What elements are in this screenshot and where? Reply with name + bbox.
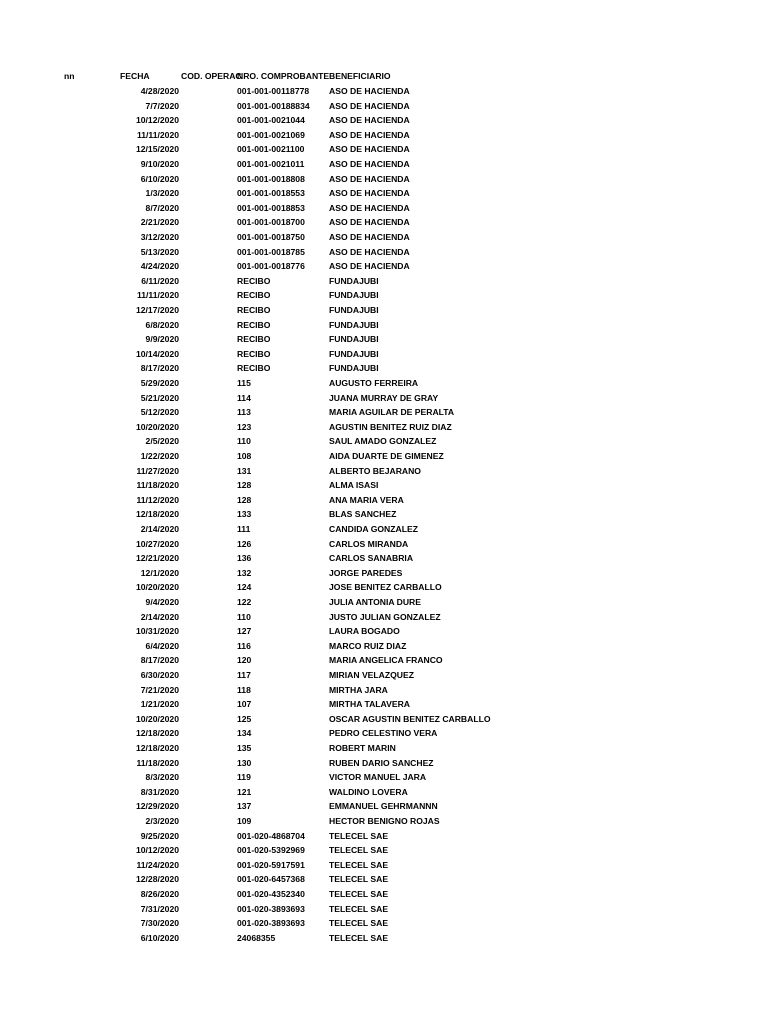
cell-fecha: 7/7/2020 <box>145 100 179 111</box>
table-row <box>0 741 768 756</box>
cell-beneficiario: TELECEL SAE <box>329 874 389 885</box>
cell-beneficiario: ASO DE HACIENDA <box>329 100 410 111</box>
cell-fecha: 6/10/2020 <box>140 932 179 943</box>
cell-nro-comprobante: 128 <box>237 494 252 505</box>
cell-beneficiario: TELECEL SAE <box>329 903 389 914</box>
cell-nro-comprobante: 127 <box>237 626 252 637</box>
cell-nro-comprobante: 001-020-3893693 <box>237 903 305 914</box>
cell-nro-comprobante: 001-001-0018853 <box>237 202 305 213</box>
cell-fecha: 11/11/2020 <box>136 129 179 140</box>
cell-nro-comprobante: 107 <box>237 699 252 710</box>
cell-nro-comprobante: 130 <box>237 757 252 768</box>
cell-nro-comprobante: 109 <box>237 816 252 826</box>
cell-fecha: 10/12/2020 <box>135 115 179 126</box>
table-row <box>0 449 768 464</box>
cell-beneficiario: JULIA ANTONIA DURE <box>329 597 421 607</box>
cell-nro-comprobante: 001-001-0018553 <box>237 188 305 199</box>
cell-nro-comprobante: 119 <box>237 772 251 783</box>
table-row <box>0 391 768 406</box>
cell-nro-comprobante: 118 <box>237 684 251 695</box>
cell-fecha: 5/29/2020 <box>140 378 179 388</box>
cell-beneficiario: SAUL AMADO GONZALEZ <box>329 436 437 447</box>
cell-nro-comprobante: RECIBO <box>237 319 271 330</box>
cell-fecha: 3/12/2020 <box>140 232 179 242</box>
cell-beneficiario: FUNDAJUBI <box>329 348 379 359</box>
header-nro-comprobante: NRO. COMPROBANTE <box>237 71 330 81</box>
cell-nro-comprobante: 001-020-5917591 <box>237 859 305 870</box>
cell-fecha: 11/27/2020 <box>136 465 179 476</box>
cell-beneficiario: AIDA DUARTE DE GIMENEZ <box>329 451 444 461</box>
table-row <box>0 113 768 128</box>
cell-beneficiario: HECTOR BENIGNO ROJAS <box>329 816 440 826</box>
table-row <box>0 201 768 216</box>
header-fecha: FECHA <box>120 71 150 81</box>
cell-beneficiario: ASO DE HACIENDA <box>329 246 410 257</box>
cell-beneficiario: AGUSTIN BENITEZ RUIZ DIAZ <box>329 421 452 432</box>
cell-nro-comprobante: 001-001-0018808 <box>237 173 305 184</box>
table-row <box>0 668 768 683</box>
cell-fecha: 6/4/2020 <box>145 640 179 651</box>
table-row <box>0 785 768 800</box>
cell-nro-comprobante: 110 <box>237 611 251 622</box>
cell-nro-comprobante: 120 <box>237 655 252 666</box>
cell-nro-comprobante: 001-001-00188834 <box>237 100 310 111</box>
table-row <box>0 624 768 639</box>
cell-beneficiario: MARIA ANGELICA FRANCO <box>329 655 443 666</box>
table-row <box>0 128 768 143</box>
table-row <box>0 361 768 376</box>
cell-nro-comprobante: RECIBO <box>237 363 271 374</box>
cell-beneficiario: TELECEL SAE <box>329 830 389 841</box>
table-row <box>0 843 768 858</box>
cell-nro-comprobante: 001-020-4352340 <box>237 889 305 899</box>
cell-fecha: 10/31/2020 <box>135 626 179 637</box>
cell-nro-comprobante: 110 <box>237 436 251 447</box>
table-row <box>0 522 768 537</box>
table-row <box>0 376 768 391</box>
cell-beneficiario: VICTOR MANUEL JARA <box>329 772 427 783</box>
cell-nro-comprobante: 001-020-5392969 <box>237 845 305 856</box>
cell-nro-comprobante: 121 <box>237 786 252 797</box>
cell-beneficiario: BLAS SANCHEZ <box>329 509 397 520</box>
cell-beneficiario: MIRTHA JARA <box>329 684 388 695</box>
cell-fecha: 12/28/2020 <box>135 874 179 885</box>
cell-beneficiario: ASO DE HACIENDA <box>329 86 410 96</box>
cell-beneficiario: TELECEL SAE <box>329 918 389 929</box>
cell-fecha: 10/12/2020 <box>135 845 179 856</box>
cell-nro-comprobante: RECIBO <box>237 275 271 286</box>
cell-beneficiario: JORGE PAREDES <box>329 567 403 578</box>
cell-fecha: 11/18/2020 <box>136 757 179 768</box>
cell-nro-comprobante: 001-001-0021011 <box>237 159 305 169</box>
table-row <box>0 799 768 814</box>
cell-nro-comprobante: 001-001-0021044 <box>237 115 305 126</box>
cell-nro-comprobante: 001-001-0018785 <box>237 246 305 257</box>
cell-beneficiario: TELECEL SAE <box>329 845 389 856</box>
cell-beneficiario: WALDINO LOVERA <box>329 786 408 797</box>
table-row <box>0 887 768 902</box>
table-row <box>0 770 768 785</box>
cell-nro-comprobante: 001-020-6457368 <box>237 874 305 885</box>
table-row <box>0 931 768 946</box>
cell-fecha: 2/21/2020 <box>140 217 179 228</box>
cell-nro-comprobante: 001-001-0021069 <box>237 129 305 140</box>
table-row <box>0 186 768 201</box>
cell-fecha: 12/18/2020 <box>135 509 179 520</box>
cell-beneficiario: ASO DE HACIENDA <box>329 173 410 184</box>
cell-nro-comprobante: 001-001-0018776 <box>237 261 305 272</box>
cell-nro-comprobante: 113 <box>237 407 251 418</box>
cell-fecha: 5/12/2020 <box>140 407 179 418</box>
cell-beneficiario: CARLOS SANABRIA <box>329 553 414 564</box>
table-row <box>0 142 768 157</box>
table-row <box>0 566 768 581</box>
cell-fecha: 11/18/2020 <box>136 480 179 491</box>
table-row <box>0 332 768 347</box>
cell-beneficiario: TELECEL SAE <box>329 859 389 870</box>
cell-fecha: 10/27/2020 <box>135 538 179 549</box>
cell-fecha: 6/30/2020 <box>140 670 179 680</box>
cell-nro-comprobante: 124 <box>237 582 252 593</box>
table-row <box>0 595 768 610</box>
cell-fecha: 7/21/2020 <box>140 684 179 695</box>
cell-nro-comprobante: 114 <box>237 392 251 403</box>
cell-beneficiario: OSCAR AGUSTIN BENITEZ CARBALLO <box>329 713 491 724</box>
table-row <box>0 756 768 771</box>
cell-nro-comprobante: 24068355 <box>237 932 276 943</box>
cell-nro-comprobante: 116 <box>237 640 251 651</box>
cell-beneficiario: EMMANUEL GEHRMANNN <box>329 801 438 812</box>
cell-beneficiario: ASO DE HACIENDA <box>329 202 410 213</box>
cell-fecha: 8/7/2020 <box>145 202 179 213</box>
cell-beneficiario: FUNDAJUBI <box>329 334 379 345</box>
cell-beneficiario: FUNDAJUBI <box>329 275 379 286</box>
cell-nro-comprobante: RECIBO <box>237 334 271 345</box>
table-row <box>0 230 768 245</box>
cell-nro-comprobante: 133 <box>237 509 252 520</box>
cell-beneficiario: ANA MARIA VERA <box>329 494 404 505</box>
header-nn: nn <box>64 71 75 81</box>
cell-fecha: 10/20/2020 <box>135 421 179 432</box>
cell-fecha: 9/25/2020 <box>140 830 179 841</box>
cell-beneficiario: ROBERT MARIN <box>329 743 396 753</box>
cell-nro-comprobante: 128 <box>237 480 252 491</box>
table-row <box>0 99 768 114</box>
cell-beneficiario: AUGUSTO FERREIRA <box>329 378 419 388</box>
cell-fecha: 8/3/2020 <box>145 772 179 783</box>
cell-nro-comprobante: 134 <box>237 728 252 739</box>
cell-fecha: 7/30/2020 <box>140 918 179 929</box>
table-row <box>0 653 768 668</box>
table-row <box>0 347 768 362</box>
cell-fecha: 4/24/2020 <box>140 261 179 272</box>
cell-fecha: 9/4/2020 <box>145 597 179 607</box>
cell-fecha: 9/10/2020 <box>140 159 179 169</box>
cell-beneficiario: ASO DE HACIENDA <box>329 144 410 155</box>
cell-fecha: 2/5/2020 <box>145 436 179 447</box>
table-row <box>0 639 768 654</box>
table-row <box>0 405 768 420</box>
cell-nro-comprobante: 001-001-0018700 <box>237 217 305 228</box>
table-row <box>0 420 768 435</box>
table-row <box>0 858 768 873</box>
table-row <box>0 697 768 712</box>
cell-fecha: 12/21/2020 <box>135 553 179 564</box>
cell-beneficiario: ASO DE HACIENDA <box>329 188 410 199</box>
table-row <box>0 215 768 230</box>
cell-nro-comprobante: 122 <box>237 597 252 607</box>
table-row <box>0 683 768 698</box>
cell-beneficiario: CARLOS MIRANDA <box>329 538 409 549</box>
cell-fecha: 2/3/2020 <box>145 816 179 826</box>
cell-nro-comprobante: 115 <box>237 378 251 388</box>
header-cod-operac: COD. OPERAC <box>181 71 242 81</box>
cell-fecha: 1/21/2020 <box>140 699 179 710</box>
table-row <box>0 580 768 595</box>
cell-fecha: 12/1/2020 <box>140 567 179 578</box>
cell-nro-comprobante: 001-001-0021100 <box>237 144 305 155</box>
cell-nro-comprobante: 135 <box>237 743 252 753</box>
cell-nro-comprobante: RECIBO <box>237 305 271 315</box>
cell-nro-comprobante: 001-001-00118778 <box>237 86 310 96</box>
cell-fecha: 9/9/2020 <box>145 334 179 345</box>
cell-fecha: 12/15/2020 <box>135 144 179 155</box>
cell-nro-comprobante: RECIBO <box>237 290 271 301</box>
cell-fecha: 11/24/2020 <box>136 859 179 870</box>
cell-fecha: 8/17/2020 <box>140 363 179 374</box>
cell-beneficiario: ALMA ISASI <box>329 480 379 491</box>
cell-fecha: 11/11/2020 <box>136 290 179 301</box>
cell-nro-comprobante: 125 <box>237 713 252 724</box>
cell-nro-comprobante: 137 <box>237 801 252 812</box>
cell-fecha: 2/14/2020 <box>140 524 179 534</box>
table-row <box>0 902 768 917</box>
cell-beneficiario: MIRTHA TALAVERA <box>329 699 410 710</box>
cell-beneficiario: TELECEL SAE <box>329 932 389 943</box>
cell-beneficiario: ASO DE HACIENDA <box>329 159 410 169</box>
cell-beneficiario: ASO DE HACIENDA <box>329 217 410 228</box>
cell-fecha: 6/8/2020 <box>145 319 179 330</box>
table-row <box>0 916 768 931</box>
cell-beneficiario: ALBERTO BEJARANO <box>329 465 421 476</box>
cell-nro-comprobante: 117 <box>237 670 251 680</box>
cell-fecha: 12/18/2020 <box>135 728 179 739</box>
cell-nro-comprobante: 136 <box>237 553 252 564</box>
cell-nro-comprobante: 126 <box>237 538 252 549</box>
table-row <box>0 318 768 333</box>
cell-beneficiario: ASO DE HACIENDA <box>329 261 410 272</box>
table-row <box>0 245 768 260</box>
cell-fecha: 1/22/2020 <box>140 451 179 461</box>
cell-fecha: 7/31/2020 <box>140 903 179 914</box>
cell-fecha: 5/21/2020 <box>140 392 179 403</box>
cell-nro-comprobante: 108 <box>237 451 252 461</box>
cell-beneficiario: JUANA MURRAY DE GRAY <box>329 392 439 403</box>
table-row <box>0 507 768 522</box>
cell-nro-comprobante: 132 <box>237 567 252 578</box>
table-row <box>0 726 768 741</box>
cell-nro-comprobante: RECIBO <box>237 348 271 359</box>
table-row <box>0 288 768 303</box>
table-row <box>0 274 768 289</box>
cell-fecha: 10/14/2020 <box>135 348 179 359</box>
cell-fecha: 12/29/2020 <box>135 801 179 812</box>
cell-beneficiario: TELECEL SAE <box>329 889 389 899</box>
table-row <box>0 157 768 172</box>
cell-fecha: 12/17/2020 <box>135 305 179 315</box>
cell-beneficiario: JUSTO JULIAN GONZALEZ <box>329 611 441 622</box>
cell-nro-comprobante: 123 <box>237 421 252 432</box>
cell-fecha: 4/28/2020 <box>140 86 179 96</box>
cell-fecha: 6/10/2020 <box>140 173 179 184</box>
cell-fecha: 2/14/2020 <box>140 611 179 622</box>
table-row <box>0 84 768 99</box>
table-row <box>0 610 768 625</box>
cell-nro-comprobante: 131 <box>237 465 252 476</box>
cell-fecha: 11/12/2020 <box>136 494 179 505</box>
table-row <box>0 712 768 727</box>
table-row <box>0 303 768 318</box>
cell-beneficiario: FUNDAJUBI <box>329 305 379 315</box>
cell-beneficiario: LAURA BOGADO <box>329 626 400 637</box>
cell-beneficiario: MARIA AGUILAR DE PERALTA <box>329 407 455 418</box>
cell-beneficiario: FUNDAJUBI <box>329 290 379 301</box>
header-row <box>0 69 768 84</box>
cell-fecha: 8/26/2020 <box>140 889 179 899</box>
cell-fecha: 6/11/2020 <box>141 275 179 286</box>
cell-nro-comprobante: 001-001-0018750 <box>237 232 305 242</box>
cell-fecha: 8/17/2020 <box>140 655 179 666</box>
cell-fecha: 5/13/2020 <box>140 246 179 257</box>
table-row <box>0 814 768 829</box>
cell-fecha: 8/31/2020 <box>140 786 179 797</box>
cell-beneficiario: JOSE BENITEZ CARBALLO <box>329 582 442 593</box>
table-row <box>0 464 768 479</box>
cell-fecha: 10/20/2020 <box>135 713 179 724</box>
table-row <box>0 478 768 493</box>
cell-beneficiario: RUBEN DARIO SANCHEZ <box>329 757 434 768</box>
cell-beneficiario: ASO DE HACIENDA <box>329 115 410 126</box>
cell-fecha: 1/3/2020 <box>145 188 179 199</box>
cell-beneficiario: MIRIAN VELAZQUEZ <box>329 670 414 680</box>
cell-beneficiario: ASO DE HACIENDA <box>329 129 410 140</box>
table-row <box>0 493 768 508</box>
cell-beneficiario: FUNDAJUBI <box>329 319 379 330</box>
table-row <box>0 434 768 449</box>
table-row <box>0 872 768 887</box>
table-row <box>0 537 768 552</box>
cell-nro-comprobante: 001-020-4868704 <box>237 830 305 841</box>
cell-fecha: 12/18/2020 <box>135 743 179 753</box>
cell-beneficiario: CANDIDA GONZALEZ <box>329 524 418 534</box>
table-row <box>0 829 768 844</box>
cell-fecha: 10/20/2020 <box>135 582 179 593</box>
cell-beneficiario: FUNDAJUBI <box>329 363 379 374</box>
table-row <box>0 551 768 566</box>
cell-beneficiario: MARCO RUIZ DIAZ <box>329 640 407 651</box>
cell-beneficiario: ASO DE HACIENDA <box>329 232 410 242</box>
table-row <box>0 259 768 274</box>
cell-nro-comprobante: 001-020-3893693 <box>237 918 305 929</box>
table-row <box>0 172 768 187</box>
cell-beneficiario: PEDRO CELESTINO VERA <box>329 728 438 739</box>
header-beneficiario: BENEFICIARIO <box>329 71 391 81</box>
cell-nro-comprobante: 111 <box>237 524 251 534</box>
